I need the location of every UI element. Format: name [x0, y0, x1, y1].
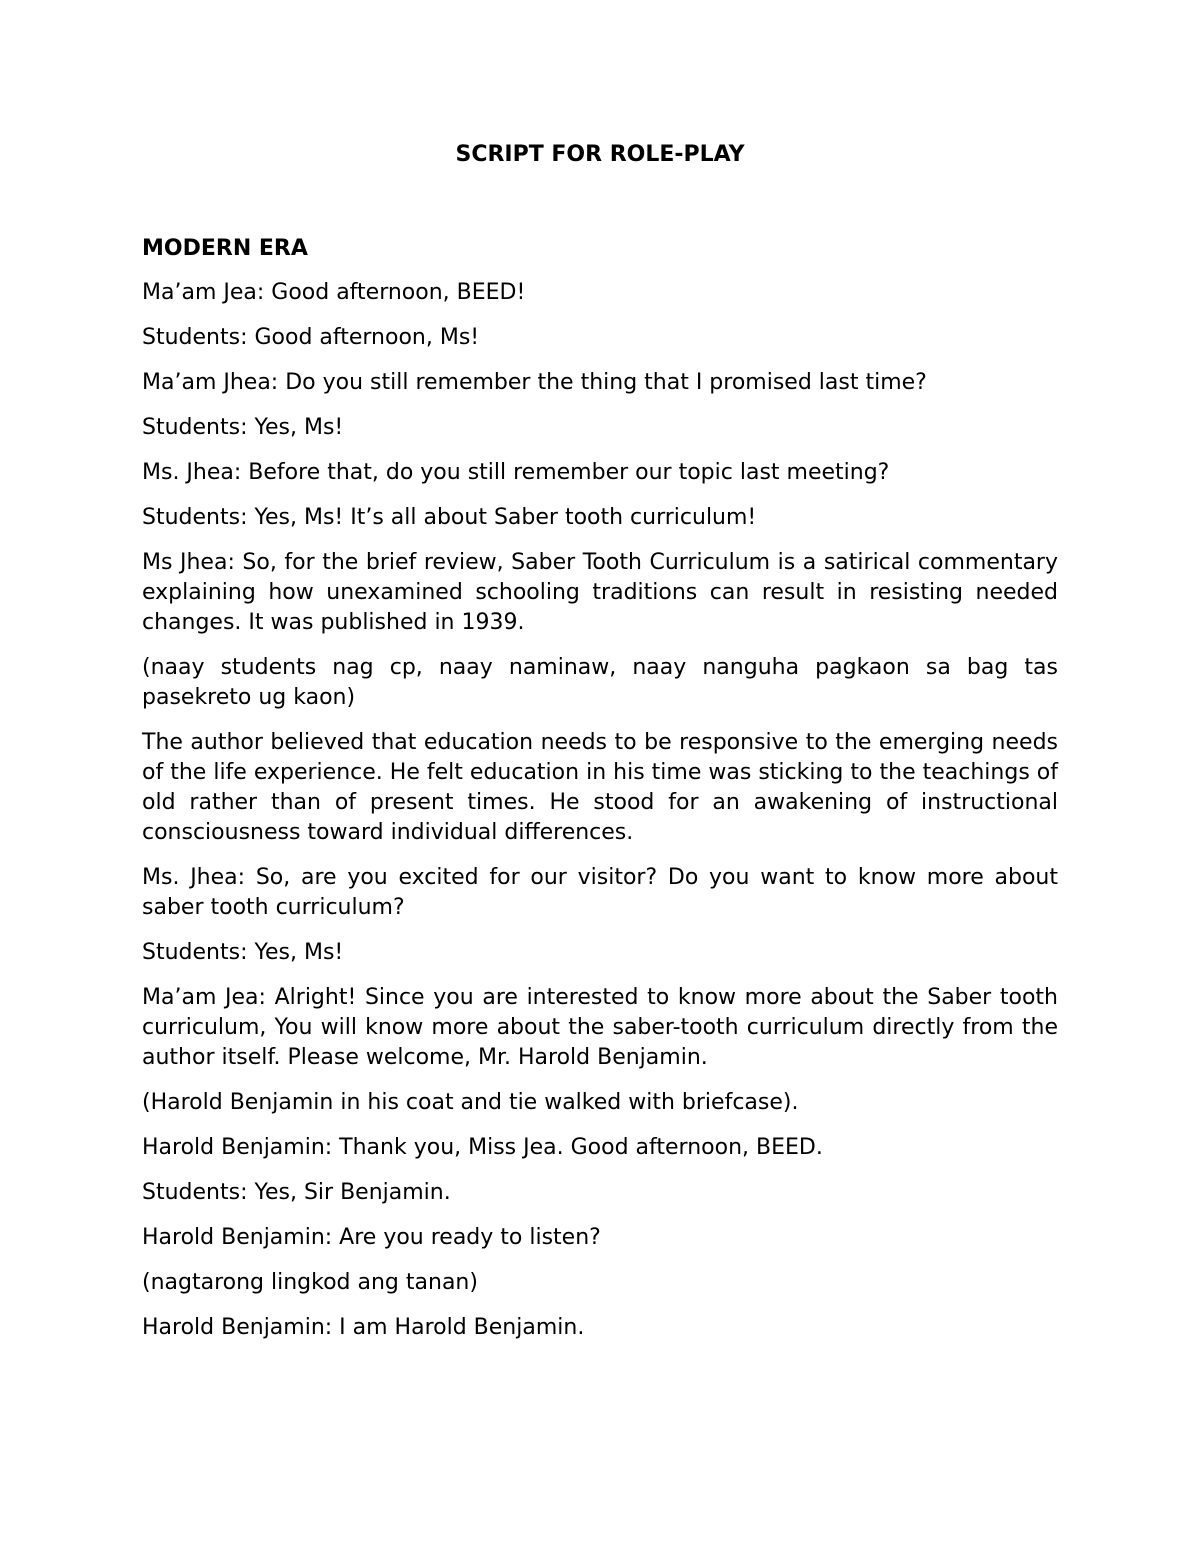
dialogue-line: Students: Yes, Ms!	[142, 415, 344, 440]
dialogue-line: Harold Benjamin: Thank you, Miss Jea. Good afternoon, BEED.	[142, 1135, 823, 1160]
dialogue-line: Ms Jhea: So, for the brief review, Saber Tooth Curriculum is a satirical commentary explaining how unexamined schooling traditions can result in resisting needed changes. It was published in 1939.	[142, 550, 1058, 635]
section-heading: MODERN ERA	[142, 236, 308, 261]
dialogue-line: Ms. Jhea: Before that, do you still remember our topic last meeting?	[142, 460, 890, 485]
stage-direction: (Harold Benjamin in his coat and tie walked with briefcase).	[142, 1090, 799, 1115]
document-title: SCRIPT FOR ROLE-PLAY	[455, 142, 745, 167]
stage-direction: (nagtarong lingkod ang tanan)	[142, 1270, 478, 1295]
dialogue-line: Students: Yes, Ms! It’s all about Saber tooth curriculum!	[142, 505, 757, 530]
dialogue-line: Students: Good afternoon, Ms!	[142, 325, 480, 350]
dialogue-line: Ma’am Jea: Good afternoon, BEED!	[142, 280, 526, 305]
dialogue-line: Ms. Jhea: So, are you excited for our visitor? Do you want to know more about saber tooth curriculum?	[142, 865, 1058, 920]
dialogue-line: Students: Yes, Ms!	[142, 940, 344, 965]
dialogue-line: Ma’am Jhea: Do you still remember the thing that I promised last time?	[142, 370, 927, 395]
dialogue-line: Students: Yes, Sir Benjamin.	[142, 1180, 451, 1205]
stage-direction: (naay students nag cp, naay naminaw, naay nanguha pagkaon sa bag tas pasekreto ug kaon)	[142, 655, 1058, 710]
dialogue-line: Harold Benjamin: I am Harold Benjamin.	[142, 1315, 585, 1340]
dialogue-line: Ma’am Jea: Alright! Since you are interested to know more about the Saber tooth curriculum, You will know more about the saber-tooth curriculum directly from the author itself. Please welcome, Mr. Harold Benjamin.	[142, 985, 1058, 1070]
document-body	[142, 140, 1058, 1358]
dialogue-line: Harold Benjamin: Are you ready to listen?	[142, 1225, 601, 1250]
narration-paragraph: The author believed that education needs to be responsive to the emerging needs of the life experience. He felt education in his time was sticking to the teachings of old rather than of present times. He stood for an awakening of instructional consciousness toward individual differences.	[142, 730, 1058, 845]
